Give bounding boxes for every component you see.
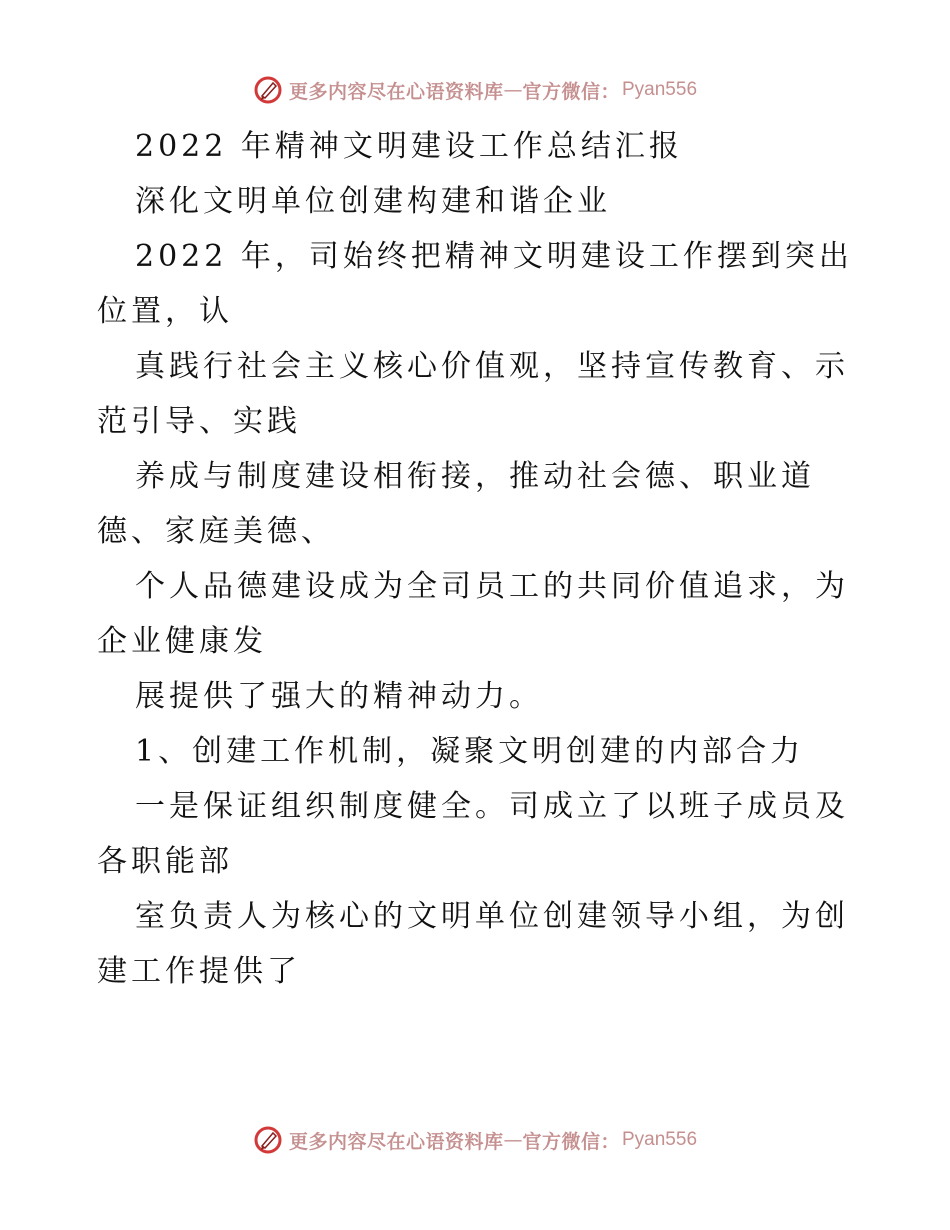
header-watermark [0,70,950,110]
watermark-suffix: 官方微信： [522,1130,620,1153]
text-line: 1、创建工作机制，凝聚文明创建的内部合力 [135,734,805,769]
text-line: 个人品德建设成为全司员工的共同价值追求，为 [135,569,849,604]
text-line: 2022 年，司始终把精神文明建设工作摆到突出 [135,239,853,274]
text-line: 企业健康发 [97,624,267,659]
watermark-dash: — [503,79,523,101]
logo-icon [253,1125,283,1155]
text-line: 建工作提供了 [97,954,301,989]
text-line: 一是保证组织制度健全。司成立了以班子成员及 [135,789,849,824]
text-line: 各职能部 [97,844,233,879]
text-line: 室负责人为核心的文明单位创建领导小组，为创 [135,899,849,934]
logo-icon [253,75,283,105]
watermark-account: Pyan556 [622,79,698,100]
document-body [97,119,857,999]
watermark-dash: — [503,1129,523,1151]
text-line: 真践行社会主义核心价值观，坚持宣传教育、示 [135,349,849,384]
text-line: 展提供了强大的精神动力。 [135,679,543,714]
watermark-text: 更多内容尽在心语资料库 [288,80,504,103]
watermark-text: 更多内容尽在心语资料库 [288,1130,504,1153]
watermark-suffix: 官方微信： [522,80,620,103]
text-line: 位置，认 [97,294,233,329]
text-line: 深化文明单位创建构建和谐企业 [135,184,611,219]
text-line: 养成与制度建设相衔接，推动社会德、职业道 [135,459,815,494]
text-line: 2022 年精神文明建设工作总结汇报 [135,129,683,164]
text-line: 范引导、实践 [97,404,301,439]
text-line: 德、家庭美德、 [97,514,335,549]
watermark-account: Pyan556 [622,1129,698,1150]
footer-watermark [0,1120,950,1160]
